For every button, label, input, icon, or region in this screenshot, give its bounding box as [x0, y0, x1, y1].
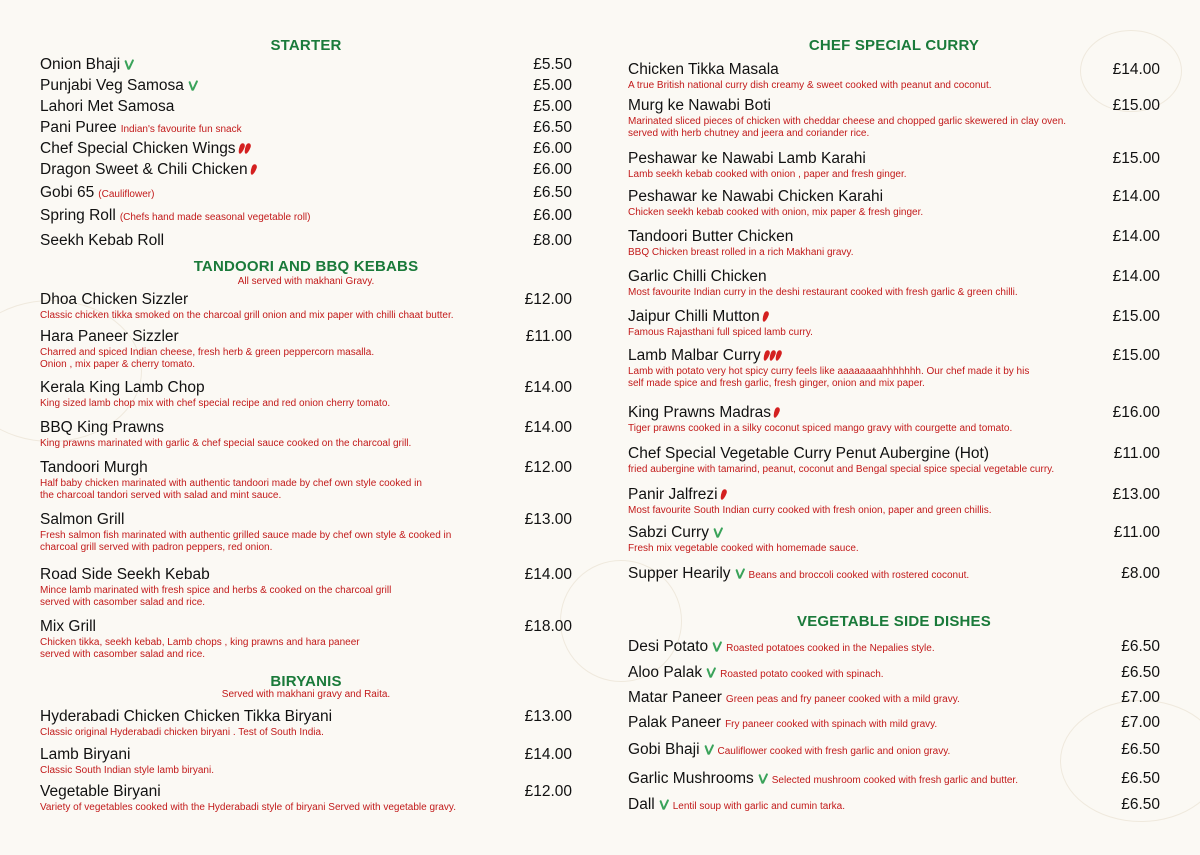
menu-item-name-text: Desi Potato: [628, 638, 709, 655]
menu-item-row: [40, 76, 572, 96]
menu-item-supper-hearily: [628, 564, 1160, 584]
menu-item-row: [40, 510, 572, 530]
menu-item-row: [40, 231, 572, 251]
menu-item-row: [628, 60, 1160, 80]
menu-item-name: [628, 403, 779, 423]
menu-item-name-text: Onion Bhaji: [40, 56, 121, 73]
menu-item-price: £13.00: [524, 708, 572, 725]
section-title-starter: STARTER: [270, 37, 342, 54]
menu-item-panir-jalfrezi: [628, 485, 1160, 517]
menu-item-row: [40, 290, 572, 310]
chili-icon: [719, 489, 727, 501]
menu-item-inline-description: Roasted potato cooked with spinach.: [720, 669, 884, 680]
menu-item-description: Lamb seekh kebab cooked with onion , paper and fresh ginger.: [628, 169, 907, 180]
menu-item-name-text: Aloo Palak: [628, 664, 703, 681]
menu-item-gobi-65: [40, 183, 572, 203]
menu-item-name-text: Murg ke Nawabi Boti: [628, 97, 772, 114]
menu-item-jaipur-chilli-mutton: [628, 307, 1160, 339]
menu-item-price: £13.00: [1112, 486, 1160, 503]
menu-item-row: [40, 118, 572, 138]
menu-item-row: [628, 740, 1160, 760]
menu-item-name: [40, 418, 164, 438]
menu-item-description: BBQ Chicken breast rolled in a rich Makhani gravy.: [628, 247, 854, 258]
menu-item-row: [40, 707, 572, 727]
menu-item-dall: [628, 795, 1160, 815]
menu-item-name-text: Supper Hearily: [628, 565, 731, 582]
menu-item-name: [628, 485, 726, 505]
menu-item-name: [628, 688, 960, 710]
menu-item-name-text: Spring Roll: [40, 207, 116, 224]
menu-item-name-text: Salmon Grill: [40, 511, 125, 528]
menu-item-name-text: Chicken Tikka Masala: [628, 61, 779, 78]
menu-item-name-text: King Prawns Madras: [628, 404, 772, 421]
menu-item-price: £6.50: [1121, 664, 1160, 681]
menu-item-row: [40, 745, 572, 765]
menu-item-row: [40, 97, 572, 117]
menu-item-name: [40, 458, 148, 478]
menu-item-price: £6.00: [533, 207, 572, 224]
vegetarian-icon: [735, 568, 745, 580]
menu-item-description: A true British national curry dish creamy & sweet cooked with peanut and coconut.: [628, 80, 992, 91]
menu-item-price: £18.00: [524, 618, 572, 635]
menu-item-price: £6.50: [533, 119, 572, 136]
menu-item-name-text: Peshawar ke Nawabi Chicken Karahi: [628, 188, 884, 205]
menu-item-chicken-tikka-masala: [628, 60, 1160, 92]
menu-item-name-text: Dall: [628, 796, 655, 813]
menu-item-price: £8.00: [1121, 565, 1160, 582]
menu-item-price: £16.00: [1112, 404, 1160, 421]
menu-item-inline-description: Lentil soup with garlic and cumin tarka.: [672, 801, 846, 812]
menu-item-name-text: Road Side Seekh Kebab: [40, 566, 210, 583]
chili-icon: [761, 311, 769, 323]
menu-item-row: [40, 206, 572, 226]
menu-item-row: [40, 55, 572, 75]
menu-item-name-text: BBQ King Prawns: [40, 419, 165, 436]
menu-item-price: £5.00: [533, 77, 572, 94]
menu-item-name: [628, 523, 723, 543]
menu-item-gobi-bhaji: [628, 740, 1160, 760]
menu-item-price: £6.50: [533, 184, 572, 201]
menu-item-name-text: Hyderabadi Chicken Chicken Tikka Biryani: [40, 708, 333, 725]
menu-item-description: Classic chicken tikka smoked on the charcoal grill onion and mix paper with chilli chaat butter.: [40, 310, 454, 321]
menu-item-name-text: Jaipur Chilli Mutton: [628, 308, 760, 325]
menu-item-row: [628, 769, 1160, 789]
vegetarian-icon: [704, 744, 714, 756]
menu-item-name-text: Panir Jalfrezi: [628, 486, 718, 503]
menu-item-name: [628, 149, 866, 169]
menu-item-description: Classic South Indian style lamb biryani.: [40, 765, 214, 776]
vegetarian-icon: [758, 773, 768, 785]
menu-item-price: £6.00: [533, 161, 572, 178]
menu-item-price: £14.00: [1112, 268, 1160, 285]
menu-item-price: £14.00: [524, 566, 572, 583]
menu-item-row: [628, 227, 1160, 247]
menu-item-name: [628, 713, 937, 735]
menu-item-price: £15.00: [1112, 347, 1160, 364]
menu-item-description: Chicken tikka, seekh kebab, Lamb chops , king prawns and hara paneer served with casomber salad and rice.: [40, 637, 360, 660]
menu-item-name-text: Sabzi Curry: [628, 524, 709, 541]
menu-item-name: [40, 290, 188, 310]
menu-item-king-prawns-madras: [628, 403, 1160, 435]
menu-item-row: [628, 346, 1160, 366]
menu-item-price: £14.00: [1112, 61, 1160, 78]
menu-item-name: [628, 96, 771, 116]
menu-item-pani-puree: [40, 118, 572, 138]
menu-item-sabzi-curry: [628, 523, 1160, 555]
menu-item-price: £15.00: [1112, 150, 1160, 167]
menu-item-name-text: Hara Paneer Sizzler: [40, 328, 179, 345]
menu-item-bbq-king-prawns: [40, 418, 572, 450]
menu-item-peshawar-ke-nawabi-chicken-karahi: [628, 187, 1160, 219]
menu-item-inline-description: Cauliflower cooked with fresh garlic and onion gravy.: [717, 746, 951, 757]
menu-item-name: [40, 745, 130, 765]
menu-item-desi-potato: [628, 637, 1160, 657]
menu-item-name: [40, 327, 179, 347]
menu-item-price: £15.00: [1112, 97, 1160, 114]
menu-item-price: £6.50: [1121, 796, 1160, 813]
menu-item-row: [628, 96, 1160, 116]
menu-item-salmon-grill: [40, 510, 572, 554]
vegetarian-icon: [706, 667, 716, 679]
section-subtitle-biryanis: Served with makhani gravy and Raita.: [221, 689, 391, 700]
menu-item-description: Chicken seekh kebab cooked with onion, mix paper & fresh ginger.: [628, 207, 924, 218]
menu-item-description: Variety of vegetables cooked with the Hyderabadi style of biryani Served with vegetable gravy.: [40, 802, 456, 813]
menu-item-name: [40, 206, 310, 228]
menu-item-chef-special-vegetable-curry-penut-aubergine-hot: [628, 444, 1160, 476]
menu-item-description: Famous Rajasthani full spiced lamb curry.: [628, 327, 813, 338]
menu-item-lamb-biryani: [40, 745, 572, 777]
menu-item-name-text: Dhoa Chicken Sizzler: [40, 291, 189, 308]
menu-item-row: [628, 663, 1160, 683]
vegetarian-icon: [712, 641, 722, 653]
menu-item-description: Mince lamb marinated with fresh spice and herbs & cooked on the charcoal grill served with casomber salad and rice.: [40, 585, 392, 608]
menu-item-row: [628, 523, 1160, 543]
menu-item-name: [40, 55, 134, 75]
menu-item-price: £5.00: [533, 98, 572, 115]
chili-icon: [772, 407, 780, 419]
menu-item-row: [628, 149, 1160, 169]
menu-item-price: £7.00: [1121, 689, 1160, 706]
menu-item-inline-description: (Chefs hand made seasonal vegetable roll): [119, 212, 311, 223]
menu-item-garlic-chilli-chicken: [628, 267, 1160, 299]
menu-item-price: £6.50: [1121, 770, 1160, 787]
menu-item-murg-ke-nawabi-boti: [628, 96, 1160, 140]
menu-item-price: £14.00: [524, 746, 572, 763]
menu-item-description: Tiger prawns cooked in a silky coconut spiced mango gravy with courgette and tomato.: [628, 423, 1013, 434]
menu-item-row: [628, 403, 1160, 423]
menu-item-aloo-palak: [628, 663, 1160, 683]
menu-item-row: [40, 782, 572, 802]
menu-item-price: £15.00: [1112, 308, 1160, 325]
menu-item-name: [40, 160, 256, 180]
menu-item-name-text: Vegetable Biryani: [40, 783, 161, 800]
menu-item-name-text: Gobi Bhaji: [628, 741, 700, 758]
vegetarian-icon: [713, 527, 723, 539]
menu-item-name: [40, 139, 250, 159]
vegetarian-icon: [188, 80, 198, 92]
menu-item-name: [628, 795, 845, 817]
menu-item-chef-special-chicken-wings: [40, 139, 572, 159]
menu-item-name-text: Dragon Sweet & Chili Chicken: [40, 161, 248, 178]
menu-item-price: £13.00: [524, 511, 572, 528]
menu-item-row: [628, 485, 1160, 505]
menu-item-price: £6.00: [533, 140, 572, 157]
section-title-biryanis: BIRYANIS: [270, 673, 342, 690]
menu-item-name-text: Palak Paneer: [628, 714, 722, 731]
menu-item-name: [40, 510, 124, 530]
menu-item-mix-grill: [40, 617, 572, 661]
menu-item-row: [40, 160, 572, 180]
menu-item-row: [40, 565, 572, 585]
menu-item-row: [628, 688, 1160, 708]
menu-item-spring-roll: [40, 206, 572, 226]
menu-item-inline-description: Beans and broccoli cooked with rostered coconut.: [748, 570, 970, 581]
menu-item-name-text: Lamb Malbar Curry: [628, 347, 761, 364]
menu-item-name: [628, 663, 884, 685]
menu-item-name: [628, 564, 969, 586]
menu-item-name: [628, 740, 950, 762]
menu-item-matar-paneer: [628, 688, 1160, 708]
menu-item-name-text: Lamb Biryani: [40, 746, 131, 763]
menu-item-row: [628, 564, 1160, 584]
menu-item-name: [628, 444, 989, 464]
menu-item-seekh-kebab-roll: [40, 231, 572, 251]
menu-item-name: [40, 231, 164, 251]
menu-item-name: [628, 60, 779, 80]
menu-item-price: £12.00: [524, 783, 572, 800]
menu-item-peshawar-ke-nawabi-lamb-karahi: [628, 149, 1160, 181]
menu-item-row: [628, 307, 1160, 327]
menu-item-description: Marinated sliced pieces of chicken with cheddar cheese and chopped garlic skewered in clay oven. served with herb chutney and jeera and coriander rice.: [628, 116, 1067, 139]
menu-item-row: [628, 187, 1160, 207]
menu-item-name-text: Chef Special Vegetable Curry Penut Aubergine (Hot): [628, 445, 990, 462]
menu-item-row: [40, 617, 572, 637]
menu-item-description: Charred and spiced Indian cheese, fresh herb & green peppercorn masalla. Onion , mix paper & cherry tomato.: [40, 347, 375, 370]
menu-item-name-text: Garlic Mushrooms: [628, 770, 754, 787]
menu-item-road-side-seekh-kebab: [40, 565, 572, 609]
menu-item-tandoori-murgh: [40, 458, 572, 502]
section-subtitle-tandoori: All served with makhani Gravy.: [237, 276, 375, 287]
menu-item-lahori-met-samosa: [40, 97, 572, 117]
menu-item-name-text: Peshawar ke Nawabi Lamb Karahi: [628, 150, 866, 167]
menu-item-name: [40, 118, 242, 140]
menu-item-price: £11.00: [525, 328, 572, 345]
chili-icon: [249, 164, 257, 176]
menu-item-row: [628, 637, 1160, 657]
menu-item-name-text: Garlic Chilli Chicken: [628, 268, 767, 285]
menu-item-price: £11.00: [1113, 524, 1160, 541]
menu-item-price: £12.00: [524, 291, 572, 308]
menu-item-price: £7.00: [1121, 714, 1160, 731]
menu-item-price: £14.00: [524, 419, 572, 436]
menu-item-onion-bhaji: [40, 55, 572, 75]
menu-item-price: £12.00: [524, 459, 572, 476]
menu-item-name-text: Kerala King Lamb Chop: [40, 379, 205, 396]
menu-item-hara-paneer-sizzler: [40, 327, 572, 371]
menu-item-row: [40, 458, 572, 478]
menu-item-description: fried aubergine with tamarind, peanut, coconut and Bengal special spice special vegetable curry.: [628, 464, 1055, 475]
menu-item-name: [628, 307, 768, 327]
menu-item-row: [40, 327, 572, 347]
menu-item-name-text: Chef Special Chicken Wings: [40, 140, 236, 157]
menu-item-row: [628, 267, 1160, 287]
menu-item-name: [628, 187, 883, 207]
menu-item-name-text: Punjabi Veg Samosa: [40, 77, 184, 94]
menu-item-name: [40, 782, 161, 802]
menu-item-row: [40, 418, 572, 438]
menu-item-description: Fresh salmon fish marinated with authentic grilled sauce made by chef own style & cooked in charcoal grill served with padron peppers, red onion.: [40, 530, 452, 553]
menu-item-row: [628, 444, 1160, 464]
section-title-curry: CHEF SPECIAL CURRY: [808, 37, 980, 54]
menu-item-inline-description: (Cauliflower): [98, 189, 155, 200]
menu-item-row: [40, 139, 572, 159]
menu-item-hyderabadi-chicken-chicken-tikka-biryani: [40, 707, 572, 739]
menu-item-name: [628, 346, 781, 366]
menu-item-price: £8.00: [533, 232, 572, 249]
menu-item-name: [40, 378, 205, 398]
menu-item-inline-description: Fry paneer cooked with spinach with mild gravy.: [725, 719, 938, 730]
menu-item-name-text: Mix Grill: [40, 618, 96, 635]
menu-item-punjabi-veg-samosa: [40, 76, 572, 96]
vegetarian-icon: [659, 799, 669, 811]
menu-item-row: [628, 795, 1160, 815]
menu-item-row: [40, 378, 572, 398]
menu-item-price: £11.00: [1113, 445, 1160, 462]
menu-item-name: [628, 267, 767, 287]
menu-item-name: [40, 707, 332, 727]
menu-item-palak-paneer: [628, 713, 1160, 733]
menu-item-tandoori-butter-chicken: [628, 227, 1160, 259]
menu-item-lamb-malbar-curry: [628, 346, 1160, 390]
menu-item-name-text: Tandoori Butter Chicken: [628, 228, 794, 245]
menu-item-kerala-king-lamb-chop: [40, 378, 572, 410]
menu-item-inline-description: Indian's favourite fun snack: [120, 124, 242, 135]
menu-item-row: [40, 183, 572, 203]
menu-item-name: [40, 565, 210, 585]
menu-item-name: [40, 183, 154, 205]
menu-item-inline-description: Roasted potatoes cooked in the Nepalies style.: [726, 643, 935, 654]
menu-item-description: Classic original Hyderabadi chicken biryani . Test of South India.: [40, 727, 324, 738]
menu-item-vegetable-biryani: [40, 782, 572, 814]
menu-item-name: [628, 227, 793, 247]
menu-item-price: £6.50: [1121, 741, 1160, 758]
menu-item-name: [40, 617, 96, 637]
menu-item-name: [628, 637, 935, 659]
section-title-tandoori: TANDOORI AND BBQ KEBABS: [193, 258, 419, 275]
menu-item-price: £14.00: [1112, 188, 1160, 205]
menu-item-description: King prawns marinated with garlic & chef special sauce cooked on the charcoal grill.: [40, 438, 412, 449]
menu-item-name: [40, 97, 174, 117]
menu-item-name-text: Gobi 65: [40, 184, 95, 201]
menu-item-inline-description: Green peas and fry paneer cooked with a mild gravy.: [725, 694, 960, 705]
menu-item-name-text: Seekh Kebab Roll: [40, 232, 165, 249]
menu-item-price: £14.00: [1112, 228, 1160, 245]
menu-item-description: Lamb with potato very hot spicy curry feels like aaaaaaaahhhhhhh. Our chef made it by his self made spice and fresh garlic, fresh ginger, onion and mix paper.: [628, 366, 1030, 389]
menu-item-name-text: Lahori Met Samosa: [40, 98, 175, 115]
menu-item-price: £14.00: [524, 379, 572, 396]
menu-item-name-text: Matar Paneer: [628, 689, 722, 706]
menu-item-description: Half baby chicken marinated with authentic tandoori made by chef own style cooked in the charcoal tandori served with salad and mint sauce.: [40, 478, 422, 501]
menu-item-inline-description: Selected mushroom cooked with fresh garlic and butter.: [771, 775, 1018, 786]
menu-item-name-text: Tandoori Murgh: [40, 459, 148, 476]
menu-item-name: [628, 769, 1018, 791]
menu-item-description: Most favourite Indian curry in the deshi restaurant cooked with fresh garlic & green chilli.: [628, 287, 1018, 298]
menu-item-price: £6.50: [1121, 638, 1160, 655]
vegetarian-icon: [124, 59, 134, 71]
menu-item-garlic-mushrooms: [628, 769, 1160, 789]
menu-item-dhoa-chicken-sizzler: [40, 290, 572, 322]
menu-item-description: King sized lamb chop mix with chef special recipe and red onion cherry tomato.: [40, 398, 391, 409]
menu-item-description: Most favourite South Indian curry cooked with fresh onion, paper and green chillis.: [628, 505, 992, 516]
menu-item-dragon-sweet-chili-chicken: [40, 160, 572, 180]
menu-item-name: [40, 76, 198, 96]
menu-item-description: Fresh mix vegetable cooked with homemade sauce.: [628, 543, 859, 554]
menu-item-name-text: Pani Puree: [40, 119, 117, 136]
menu-item-price: £5.50: [533, 56, 572, 73]
section-title-veg-sides: VEGETABLE SIDE DISHES: [797, 613, 991, 630]
menu-item-row: [628, 713, 1160, 733]
